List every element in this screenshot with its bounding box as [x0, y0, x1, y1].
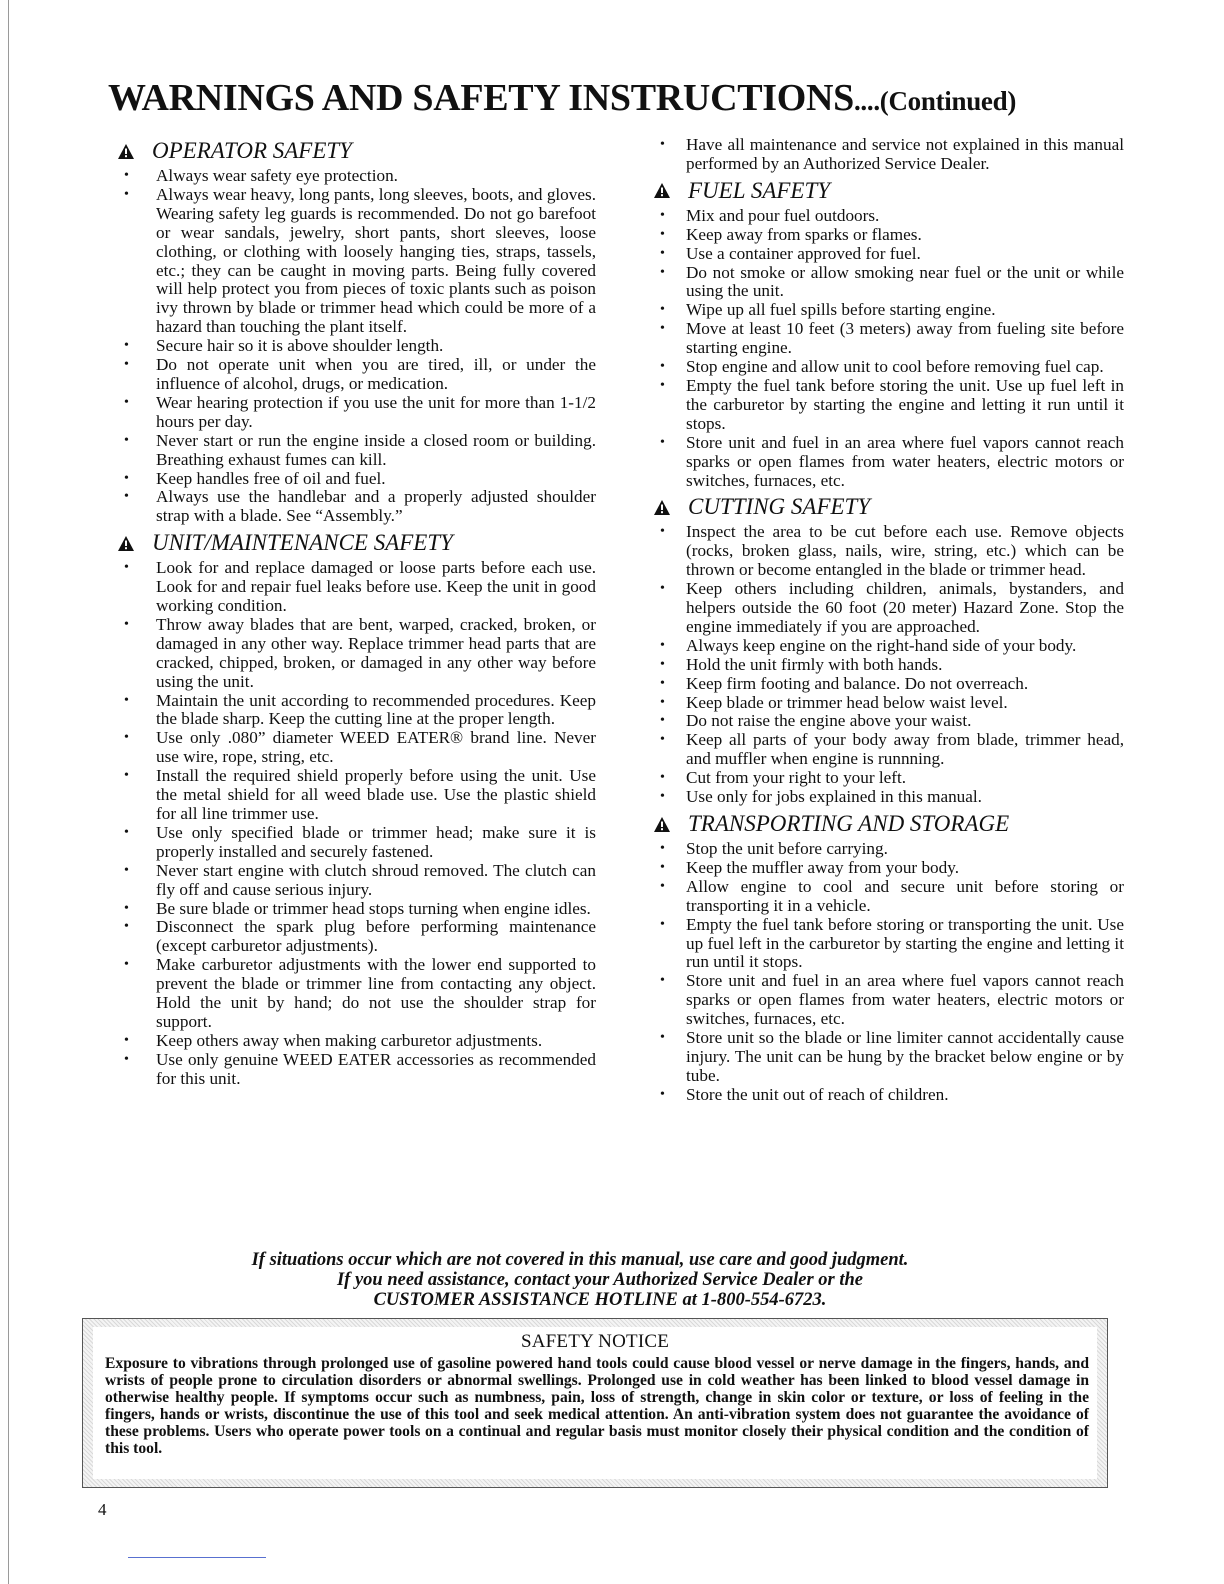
list-item: • Move at least 10 feet (3 meters) away from fueling site before starting engine. [654, 320, 1124, 358]
list-item: • Wipe up all fuel spills before starting engine. [654, 301, 1124, 320]
closing-statement [140, 1250, 1060, 1310]
fuel-safety-list [654, 207, 1124, 491]
list-item: • Look for and replace damaged or loose parts before each use. Look for and repair fuel leaks before use. Keep the unit in good working condition. [118, 559, 596, 616]
closing-line-1: If situations occur which are not covered in this manual, use care and good judgment. [251, 1250, 909, 1270]
list-item: • Be sure blade or trimmer head stops turning when engine idles. [118, 900, 596, 919]
list-item: • Keep away from sparks or flames. [654, 226, 1124, 245]
unit-maintenance-heading: UNIT/MAINTENANCE SAFETY [118, 530, 596, 556]
list-item: • Disconnect the spark plug before performing maintenance (except carburetor adjustments). [118, 918, 596, 956]
list-item: • Cut from your right to your left. [654, 769, 1124, 788]
list-item: • Always wear safety eye protection. [118, 167, 596, 186]
list-item: • Do not raise the engine above your waist. [654, 712, 1124, 731]
page-title [108, 76, 1128, 120]
list-item: • Do not operate unit when you are tired, ill, or under the influence of alcohol, drugs, or medication. [118, 356, 596, 394]
list-item: • Maintain the unit according to recommended procedures. Keep the blade sharp. Keep the cutting line at the proper length. [118, 692, 596, 730]
maintenance-continued-list [654, 136, 1124, 174]
list-item: • Hold the unit firmly with both hands. [654, 656, 1124, 675]
maintenance-continued-section [654, 136, 1124, 174]
left-column [118, 136, 596, 1093]
right-column [654, 136, 1124, 1109]
warning-triangle-icon [118, 536, 134, 551]
fuel-safety-heading: FUEL SAFETY [654, 178, 1124, 204]
transporting-storage-section [654, 811, 1124, 1105]
safety-notice-body: Exposure to vibrations through prolonged use of gasoline powered hand tools could cause blood vessel or nerve damage in the fingers, hands, and wrists of people prone to circulation disorders or abnormal swellings. Prolonged use in cold weather has been linked to blood vessel damage in otherwise healthy people. If symptoms occur such as numbness, pain, loss of strength, change in skin color or texture, or loss of feeling in the fingers, hands or wrists, discontinue the use of this tool and seek medical attention. An anti-vibration system does not guarantee the avoidance of these problems. Users who operate power tools on a continual and regular basis must monitor closely their physical condition and the condition of this tool. [105, 1355, 1089, 1458]
list-item: • Use a container approved for fuel. [654, 245, 1124, 264]
list-item: • Use only genuine WEED EATER accessories as recommended for this unit. [118, 1051, 596, 1089]
unit-maintenance-section [118, 530, 596, 1088]
list-item: • Store the unit out of reach of children. [654, 1086, 1124, 1105]
list-item: • Inspect the area to be cut before each use. Remove objects (rocks, broken glass, nails, wire, string, etc.) which can be thrown or become entangled in the blade or trimmer head. [654, 523, 1124, 580]
scan-edge-line [8, 0, 9, 1584]
list-item: • Never start engine with clutch shroud removed. The clutch can fly off and cause serious injury. [118, 862, 596, 900]
list-item: • Keep blade or trimmer head below waist level. [654, 694, 1124, 713]
cutting-safety-heading: CUTTING SAFETY [654, 494, 1124, 520]
transporting-storage-heading: TRANSPORTING AND STORAGE [654, 811, 1124, 837]
list-item: • Always wear heavy, long pants, long sleeves, boots, and gloves. Wearing safety leg guards is recommended. Do not go barefoot or wear sandals, jewelry, short pants, short sleeves, loose clothing, or clothing with loosely hanging ties, straps, tassels, etc.; they can be caught in moving parts. Being fully covered will help protect you from pieces of toxic plants such as poison ivy thrown by blade or trimmer head which could be more of a hazard than touching the plant itself. [118, 186, 596, 337]
list-item: • Empty the fuel tank before storing or transporting the unit. Use up fuel left in the carburetor by starting the engine and letting it run until it stops. [654, 916, 1124, 973]
page-number: 4 [98, 1500, 107, 1519]
list-item: • Always keep engine on the right-hand side of your body. [654, 637, 1124, 656]
warning-triangle-icon [654, 183, 670, 198]
list-item: • Store unit so the blade or line limiter cannot accidentally cause injury. The unit can be hung by the bracket below engine or by tube. [654, 1029, 1124, 1086]
list-item: • Keep handles free of oil and fuel. [118, 470, 596, 489]
transporting-storage-list [654, 840, 1124, 1105]
list-item: • Secure hair so it is above shoulder length. [118, 337, 596, 356]
list-item: • Empty the fuel tank before storing the unit. Use up fuel left in the carburetor by starting the engine and letting it run until it stops. [654, 377, 1124, 434]
closing-line-2: If you need assistance, contact your Authorized Service Dealer or the [336, 1270, 864, 1290]
list-item: • Mix and pour fuel outdoors. [654, 207, 1124, 226]
unit-maintenance-list [118, 559, 596, 1088]
safety-notice-panel [93, 1327, 1097, 1479]
list-item: • Always use the handlebar and a properly adjusted shoulder strap with a blade. See “Assembly.” [118, 488, 596, 526]
title-main: WARNINGS AND SAFETY INSTRUCTIONS [108, 77, 854, 119]
operator-safety-heading: OPERATOR SAFETY [118, 138, 596, 164]
list-item: • Keep firm footing and balance. Do not overreach. [654, 675, 1124, 694]
warning-triangle-icon [654, 817, 670, 832]
list-item: • Make carburetor adjustments with the lower end supported to prevent the blade or trimmer line from contacting any object. Hold the unit by hand; do not use the shoulder strap for support. [118, 956, 596, 1032]
closing-line-3: CUSTOMER ASSISTANCE HOTLINE at 1-800-554-6723. [373, 1290, 827, 1310]
list-item: • Stop the unit before carrying. [654, 840, 1124, 859]
list-item: • Use only for jobs explained in this manual. [654, 788, 1124, 807]
safety-notice-title: SAFETY NOTICE [520, 1331, 670, 1352]
list-item: • Store unit and fuel in an area where fuel vapors cannot reach sparks or open flames from water heaters, electric motors or switches, furnaces, etc. [654, 972, 1124, 1029]
list-item: • Install the required shield properly before using the unit. Use the metal shield for all weed blade use. Use the plastic shield for all line trimmer use. [118, 767, 596, 824]
list-item: • Allow engine to cool and secure unit before storing or transporting it in a vehicle. [654, 878, 1124, 916]
operator-safety-list [118, 167, 596, 526]
list-item: • Store unit and fuel in an area where fuel vapors cannot reach sparks or open flames from water heaters, electric motors or switches, furnaces, etc. [654, 434, 1124, 491]
list-item: • Throw away blades that are bent, warped, cracked, broken, or damaged in any other way. Replace trimmer head parts that are cracked, chipped, broken, or damaged in any other way before using the unit. [118, 616, 596, 692]
warning-triangle-icon [654, 500, 670, 515]
list-item: • Keep others away when making carburetor adjustments. [118, 1032, 596, 1051]
list-item: • Use only specified blade or trimmer head; make sure it is properly installed and securely fastened. [118, 824, 596, 862]
operator-safety-section [118, 138, 596, 526]
list-item: • Keep all parts of your body away from blade, trimmer head, and muffler when engine is runnning. [654, 731, 1124, 769]
warning-triangle-icon [118, 144, 134, 159]
list-item: • Keep the muffler away from your body. [654, 859, 1124, 878]
list-item: • Have all maintenance and service not explained in this manual performed by an Authorized Service Dealer. [654, 136, 1124, 174]
list-item: • Never start or run the engine inside a closed room or building. Breathing exhaust fumes can kill. [118, 432, 596, 470]
cutting-safety-section [654, 494, 1124, 807]
cutting-safety-list [654, 523, 1124, 807]
footer-rule [128, 1557, 266, 1558]
fuel-safety-section [654, 178, 1124, 491]
list-item: • Keep others including children, animals, bystanders, and helpers outside the 60 foot (20 meter) Hazard Zone. Stop the engine immediately if you are approached. [654, 580, 1124, 637]
list-item: • Use only .080” diameter WEED EATER® brand line. Never use wire, rope, string, etc. [118, 729, 596, 767]
title-suffix: ....(Continued) [853, 86, 1017, 116]
list-item: • Do not smoke or allow smoking near fuel or the unit or while using the unit. [654, 264, 1124, 302]
safety-notice-box [82, 1318, 1108, 1488]
list-item: • Stop engine and allow unit to cool before removing fuel cap. [654, 358, 1124, 377]
list-item: • Wear hearing protection if you use the unit for more than 1-1/2 hours per day. [118, 394, 596, 432]
